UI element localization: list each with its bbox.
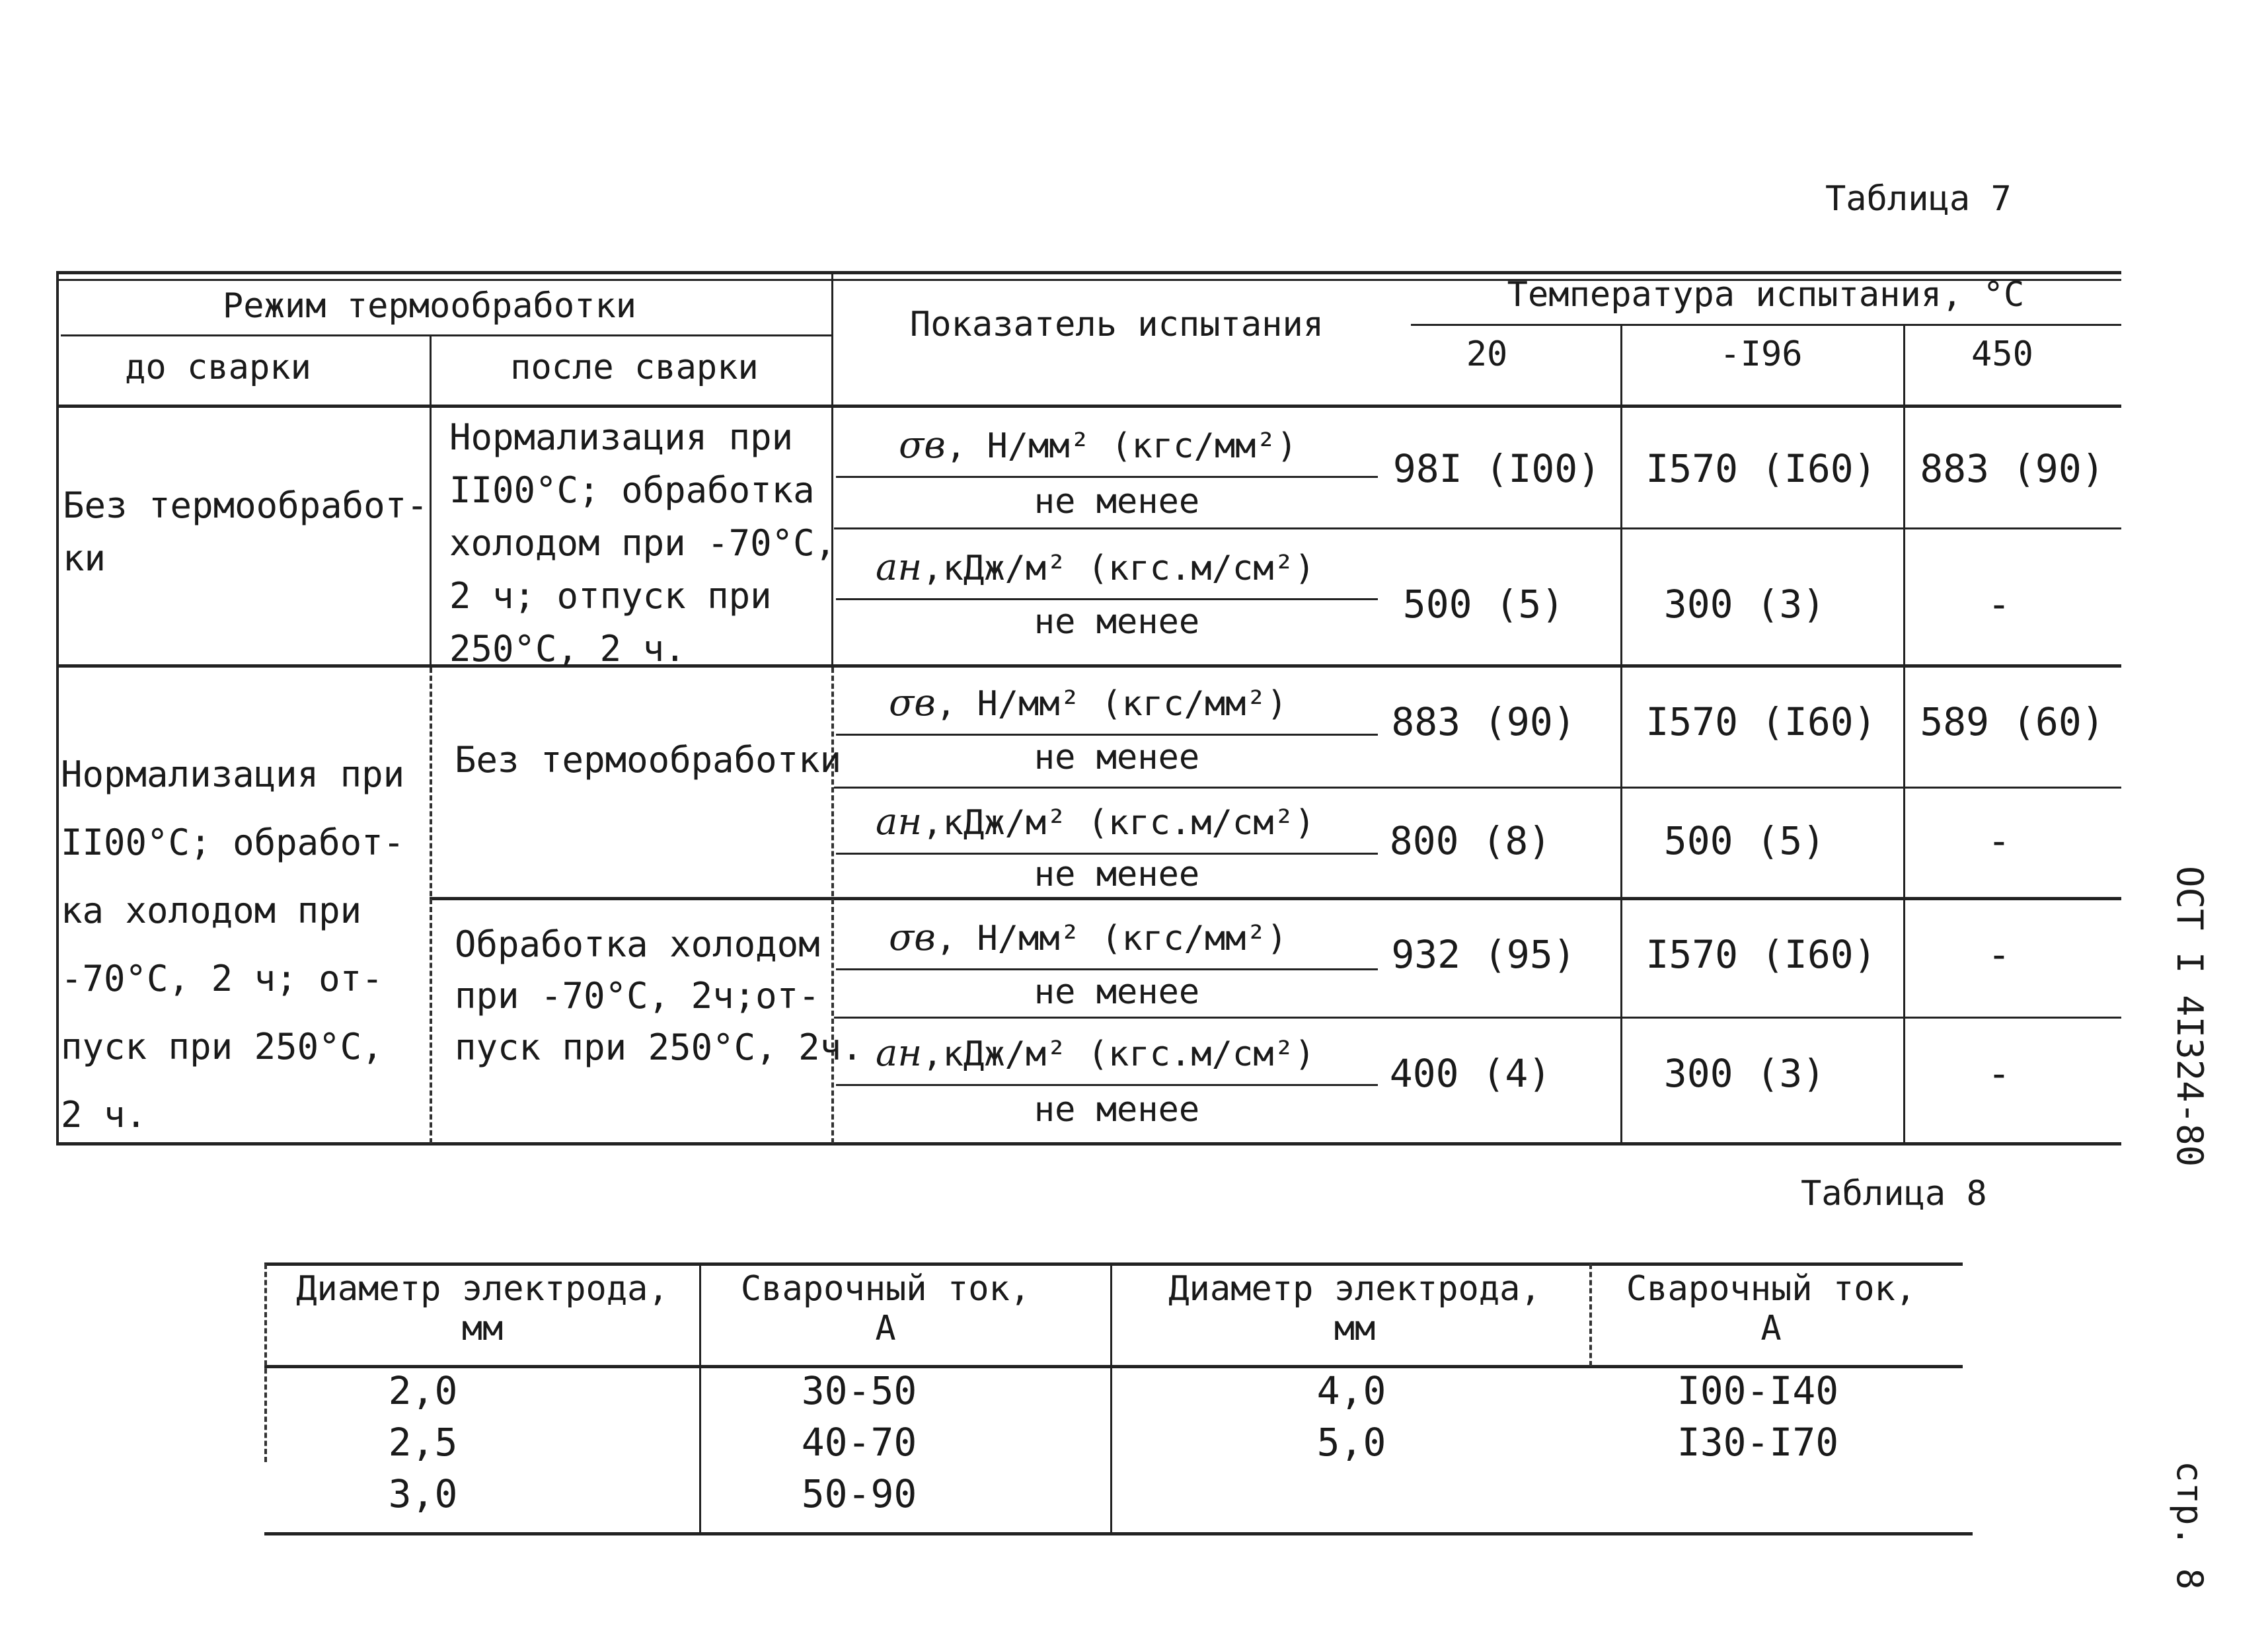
table7-g2-s1-r1-v450: 589 (60) <box>1920 699 2105 744</box>
table7-header-before: до сварки <box>125 348 311 387</box>
table7-g1-r2-fraction-line <box>836 598 1378 600</box>
table7-g2-s2-r1-v196: I570 (I60) <box>1645 932 1877 977</box>
table8-r1-c2: 30-50 <box>801 1368 917 1413</box>
table7-g2-s2-r1-indicator: σв, Н/мм² (кгс/мм²) <box>889 916 1288 959</box>
table7-g1-r2-v450: - <box>1987 582 2011 627</box>
table7-g2-s1-r1-v20: 883 (90) <box>1391 699 1576 744</box>
table8-caption: Таблица 8 <box>1801 1174 1987 1214</box>
table7-g2-s1-r2-note: не менее <box>1034 855 1200 894</box>
table8-header-current-1: Сварочный ток, А <box>740 1269 1031 1348</box>
doc-code: ОСТ I 4I324-80 <box>2169 866 2211 1167</box>
table7-g1-row-rule <box>834 527 2121 529</box>
table7-g1-before: Без термообработ- ки <box>63 485 428 579</box>
table7-g1-after: Нормализация при II00°С; обработка холодом при -70°С, 2 ч; отпуск при 250°С, 2 ч. <box>449 416 837 670</box>
table7-g1-r2-indicator: aн,кДж/м² (кгс.м/см²) <box>876 546 1316 589</box>
table7-col-450-line <box>1903 324 1905 1142</box>
table7-g1-r1-v450: 883 (90) <box>1920 446 2105 491</box>
table8-r2-c3: 5,0 <box>1316 1420 1386 1465</box>
table8-r2-c2: 40-70 <box>801 1420 917 1465</box>
table7-header-temp: Температура испытания, °С <box>1507 275 2025 315</box>
table7-header-mode: Режим термообработки <box>222 286 637 326</box>
table7-col-196-line <box>1620 324 1622 1142</box>
sigma-symbol: σв <box>899 424 946 467</box>
table8-header-diameter-2: Диаметр электрода, мм <box>1168 1269 1541 1348</box>
table7-g1-r1-fraction-line <box>836 476 1378 478</box>
table7-g2-s1-r2-v450: - <box>1987 818 2011 863</box>
table7-group-rule <box>56 664 2121 668</box>
table7-g2-s1-r1-v196: I570 (I60) <box>1645 699 1877 744</box>
a-symbol: aн <box>876 1032 923 1075</box>
table7-g2-s2-r2-v20: 400 (4) <box>1389 1051 1552 1096</box>
table7-g2-s1-r1-fraction-line <box>836 734 1378 736</box>
table7-header-after: после сварки <box>510 348 759 387</box>
a-symbol: aн <box>876 800 923 843</box>
table7-g2-before: Нормализация при II00°С; обработ- ка холодом при -70°С, 2 ч; от- пуск при 250°С, 2 ч. <box>61 754 405 1136</box>
table7-g2-row-rule-1 <box>834 787 2121 789</box>
table8-r2-c4: I30-I70 <box>1677 1420 1839 1465</box>
table7-g1-r2-v20: 500 (5) <box>1402 582 1565 627</box>
table7-caption: Таблица 7 <box>1825 179 2012 219</box>
table7-header-indicator: Показатель испытания <box>909 305 1324 344</box>
table7-g2-s1-r2-v20: 800 (8) <box>1389 818 1552 863</box>
table7-g2-s2-r1-fraction-line <box>836 968 1378 970</box>
table7-g2-s2-r2-fraction-line <box>836 1084 1378 1086</box>
table7-g1-r2-v196: 300 (3) <box>1663 582 1826 627</box>
table8-r1-c3: 4,0 <box>1316 1368 1386 1413</box>
table7-temp-minus196: -I96 <box>1720 334 1803 374</box>
table7-g2-s2-r2-v196: 300 (3) <box>1663 1051 1826 1096</box>
table7-g2-s1-r1-indicator: σв, Н/мм² (кгс/мм²) <box>889 681 1288 724</box>
table7-temp-450: 450 <box>1971 334 2033 374</box>
table7-temp-rule <box>1411 324 2121 326</box>
table7-col-after-dash <box>430 668 432 1144</box>
table7-g2-s2-r1-v450: - <box>1987 932 2011 977</box>
sigma-symbol: σв <box>889 916 936 959</box>
table7-g2-s1-r2-indicator: aн,кДж/м² (кгс.м/см²) <box>876 800 1316 843</box>
table7-g1-r1-v196: I570 (I60) <box>1645 446 1877 491</box>
table7-temp-20: 20 <box>1466 334 1508 374</box>
table8-col3-line <box>1110 1264 1112 1533</box>
table7-g2-sub1-after: Без термообработки <box>455 739 842 781</box>
table7-g1-r2-note: не менее <box>1034 602 1200 642</box>
table8-col4-dash <box>1589 1264 1592 1366</box>
table8-r3-c1: 3,0 <box>388 1471 458 1516</box>
table7-header-bottom-rule <box>56 405 2121 408</box>
table7-left-border <box>56 274 59 1145</box>
table7-g1-r1-indicator: σв, Н/мм² (кгс/мм²) <box>899 424 1298 467</box>
table7-g1-r1-v20: 98I (I00) <box>1392 446 1601 491</box>
table8-r2-c1: 2,5 <box>388 1420 458 1465</box>
table7-g2-s1-r1-note: не менее <box>1034 738 1200 777</box>
table7-g2-s1-r2-v196: 500 (5) <box>1663 818 1826 863</box>
table8-r1-c4: I00-I40 <box>1677 1368 1839 1413</box>
table7-g2-s2-r2-v450: - <box>1987 1051 2011 1096</box>
a-symbol: aн <box>876 546 923 589</box>
table7-g1-r1-note: не менее <box>1034 482 1200 522</box>
table7-g2-s2-r2-note: не менее <box>1034 1090 1200 1130</box>
table8-top-rule <box>264 1262 1963 1266</box>
table8-r1-c1: 2,0 <box>388 1368 458 1413</box>
table7-g2-sub-rule <box>430 897 2121 900</box>
table7-g2-s2-r1-note: не менее <box>1034 972 1200 1012</box>
table8-header-current-2: Сварочный ток, А <box>1626 1269 1916 1348</box>
table7-mode-rule <box>61 334 833 336</box>
page-number: стр. 8 <box>2169 1461 2211 1590</box>
sigma-symbol: σв <box>889 681 936 724</box>
table8-header-diameter-1: Диаметр электрода, мм <box>296 1269 669 1348</box>
table7-g2-row-rule-2 <box>834 1017 2121 1019</box>
table7-g2-s2-r1-v20: 932 (95) <box>1391 932 1576 977</box>
table8-col2-line <box>699 1264 701 1533</box>
table8-r3-c2: 50-90 <box>801 1471 917 1516</box>
table7-g2-sub2-after: Обработка холодом при -70°С, 2ч;от- пуск при 250°С, 2ч. <box>455 923 863 1068</box>
table8-bottom-rule <box>264 1532 1973 1535</box>
table7-g2-s2-r2-indicator: aн,кДж/м² (кгс.м/см²) <box>876 1032 1316 1075</box>
table8-left-dash <box>264 1264 267 1462</box>
table7-col-after-line <box>430 334 432 665</box>
